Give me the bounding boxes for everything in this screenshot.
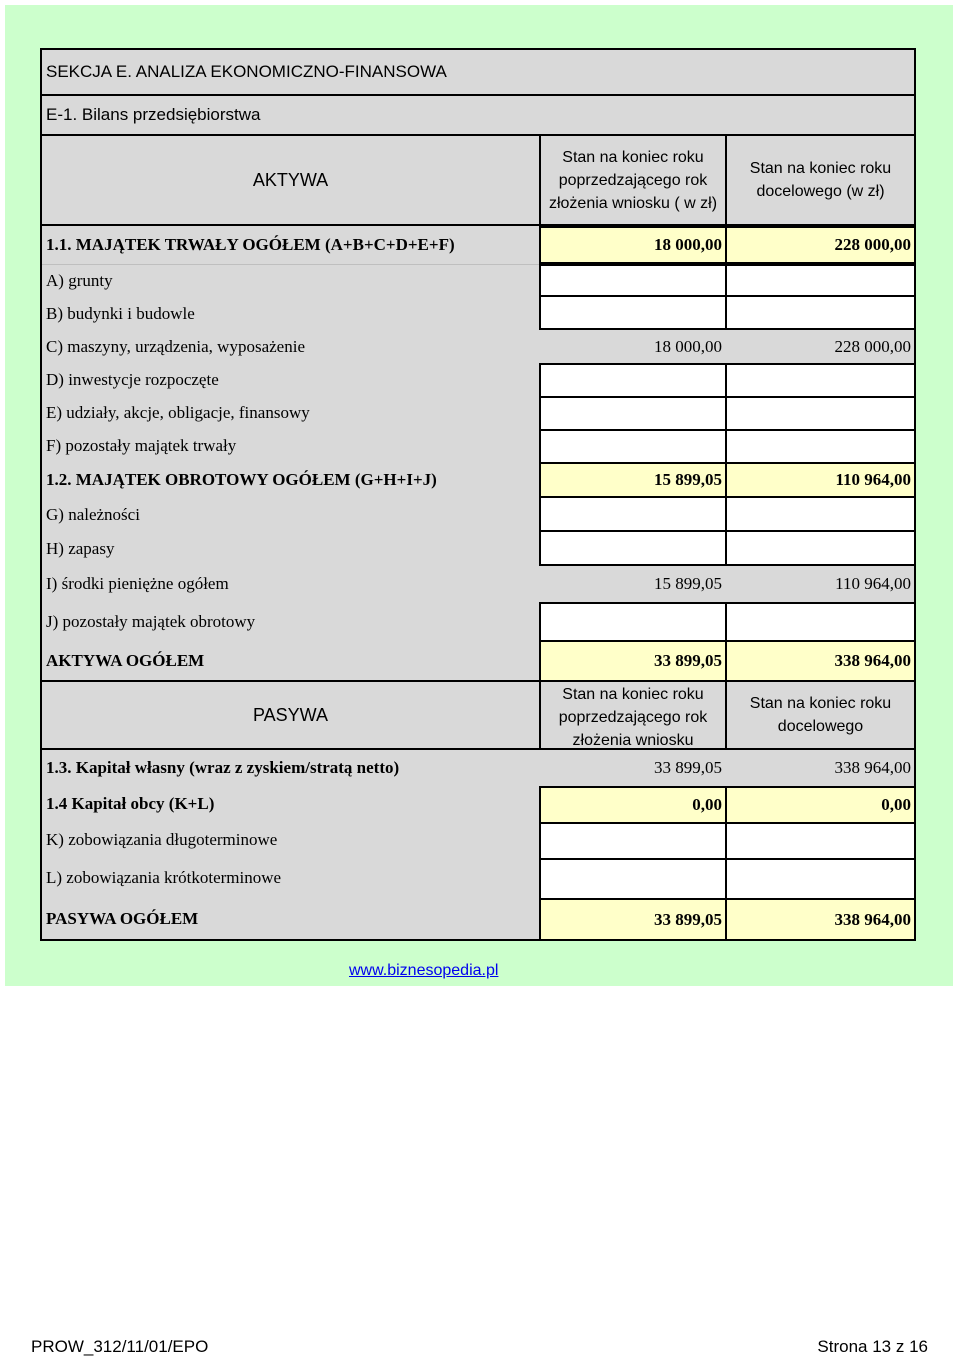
row-naleznosci-value-2[interactable]: [725, 496, 916, 532]
row-kapital-wlasny-value-1: 33 899,05: [539, 750, 725, 786]
row-budynki-value-1[interactable]: [539, 295, 727, 330]
row-maszyny-value-1: 18 000,00: [539, 330, 725, 363]
aktywa-header-label: AKTYWA: [42, 136, 539, 224]
row-maszyny-label: C) maszyny, urządzenia, wyposażenie: [42, 330, 539, 363]
pasywa-header-label: PASYWA: [42, 682, 539, 748]
row-zapasy-value-2[interactable]: [725, 530, 916, 566]
row-kapital-obcy-label: 1.4 Kapitał obcy (K+L): [42, 786, 539, 822]
row-kapital-obcy-value-1: 0,00: [539, 786, 727, 824]
row-pozostaly-obrotowy-value-1[interactable]: [539, 602, 727, 642]
row-zobowiazania-dlugo-value-2[interactable]: [725, 822, 916, 860]
row-majatek-trwaly-value-1: 18 000,00: [539, 226, 727, 264]
row-udzialy-value-2[interactable]: [725, 396, 916, 431]
row-majatek-trwaly-label: 1.1. MAJĄTEK TRWAŁY OGÓŁEM (A+B+C+D+E+F): [42, 226, 539, 264]
subsection-title: E-1. Bilans przedsiębiorstwa: [42, 96, 914, 134]
row-majatek-obrotowy-label: 1.2. MAJĄTEK OBROTOWY OGÓŁEM (G+H+I+J): [42, 462, 539, 498]
row-zobowiazania-krotko-value-1[interactable]: [539, 858, 727, 900]
row-inwestycje-value-1[interactable]: [539, 363, 727, 398]
row-inwestycje-label: D) inwestycje rozpoczęte: [42, 363, 539, 396]
row-zobowiazania-krotko-label: L) zobowiązania krótkoterminowe: [42, 858, 539, 898]
row-zobowiazania-dlugo-value-1[interactable]: [539, 822, 727, 860]
row-zapasy-label: H) zapasy: [42, 532, 539, 566]
document-code: PROW_312/11/01/EPO: [31, 1337, 209, 1356]
pasywa-header-col2: Stan na koniec roku docelowego: [725, 682, 914, 748]
row-majatek-obrotowy-value-2: 110 964,00: [725, 462, 916, 498]
row-majatek-obrotowy-value-1: 15 899,05: [539, 462, 727, 498]
row-aktywa-ogolem-value-2: 338 964,00: [725, 640, 916, 682]
row-kapital-obcy-value-2: 0,00: [725, 786, 916, 824]
row-srodki-value-2: 110 964,00: [725, 566, 914, 602]
row-srodki-label: I) środki pieniężne ogółem: [42, 566, 539, 602]
row-udzialy-value-1[interactable]: [539, 396, 727, 431]
row-pozostaly-obrotowy-label: J) pozostały majątek obrotowy: [42, 602, 539, 642]
aktywa-header-col1: Stan na koniec roku poprzedzającego rok złożenia wniosku ( w zł): [539, 136, 725, 224]
row-zapasy-value-1[interactable]: [539, 530, 727, 566]
page-number: Strona 13 z 16: [817, 1337, 928, 1356]
row-zobowiazania-dlugo-label: K) zobowiązania długoterminowe: [42, 822, 539, 858]
row-naleznosci-label: G) należności: [42, 498, 539, 532]
row-budynki-label: B) budynki i budowle: [42, 297, 539, 330]
row-naleznosci-value-1[interactable]: [539, 496, 727, 532]
row-kapital-wlasny-value-2: 338 964,00: [725, 750, 914, 786]
aktywa-header-col2: Stan na koniec roku docelowego (w zł): [725, 136, 914, 224]
row-grunty-label: A) grunty: [42, 264, 539, 297]
row-pasywa-ogolem-value-1: 33 899,05: [539, 898, 727, 941]
row-pasywa-ogolem-label: PASYWA OGÓŁEM: [42, 898, 539, 939]
row-majatek-trwaly-value-2: 228 000,00: [725, 226, 916, 264]
row-aktywa-ogolem-value-1: 33 899,05: [539, 640, 727, 682]
row-zobowiazania-krotko-value-2[interactable]: [725, 858, 916, 900]
pasywa-header-col1: Stan na koniec roku poprzedzającego rok złożenia wniosku: [539, 682, 725, 748]
row-udzialy-label: E) udziały, akcje, obligacje, finansowy: [42, 396, 539, 429]
row-maszyny-value-2: 228 000,00: [725, 330, 914, 363]
row-aktywa-ogolem-label: AKTYWA OGÓŁEM: [42, 642, 539, 680]
row-grunty-value-1[interactable]: [539, 264, 727, 297]
row-pozostaly-trwaly-value-2[interactable]: [725, 429, 916, 464]
row-budynki-value-2[interactable]: [725, 295, 916, 330]
row-pozostaly-obrotowy-value-2[interactable]: [725, 602, 916, 642]
row-inwestycje-value-2[interactable]: [725, 363, 916, 398]
website-link[interactable]: www.biznesopedia.pl: [349, 962, 499, 979]
section-title: SEKCJA E. ANALIZA EKONOMICZNO-FINANSOWA: [42, 50, 914, 94]
row-pasywa-ogolem-value-2: 338 964,00: [725, 898, 916, 941]
row-srodki-value-1: 15 899,05: [539, 566, 725, 602]
row-pozostaly-trwaly-value-1[interactable]: [539, 429, 727, 464]
row-pozostaly-trwaly-label: F) pozostały majątek trwały: [42, 429, 539, 462]
row-grunty-value-2[interactable]: [725, 264, 916, 297]
row-kapital-wlasny-label: 1.3. Kapitał własny (wraz z zyskiem/stratą netto): [42, 750, 539, 786]
